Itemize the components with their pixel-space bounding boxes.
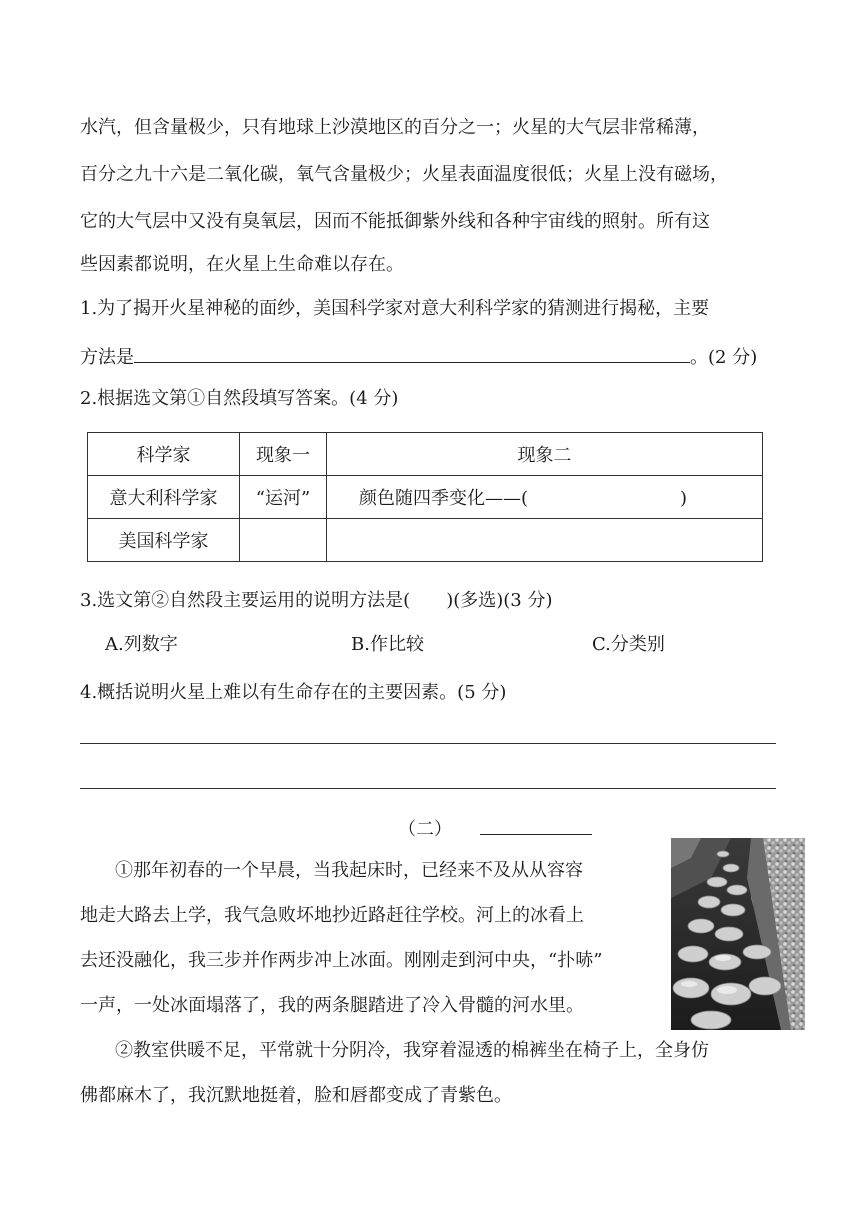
passage-line: 些因素都说明，在火星上生命难以存在。: [80, 254, 404, 275]
question-1-prefix: 方法是: [80, 347, 134, 368]
passage-line: 水汽，但含量极少，只有地球上沙漠地区的百分之一；火星的大气层非常稀薄，: [80, 117, 710, 138]
table-cell: 意大利科学家: [88, 476, 240, 519]
paragraph-line: ①那年初春的一个早晨，当我起床时，已经来不及从从容容: [115, 860, 583, 881]
question-2: 2.根据选文第①自然段填写答案。(4 分): [80, 388, 399, 409]
table-cell-blank[interactable]: [327, 519, 763, 562]
question-4: 4.概括说明火星上难以有生命存在的主要因素。(5 分): [80, 682, 507, 703]
close-paren: ): [680, 488, 688, 509]
option-a[interactable]: A.列数字: [105, 634, 178, 655]
question-1-answer-row: [80, 344, 757, 369]
answer-table: [87, 432, 763, 562]
paragraph-line: 地走大路去上学，我气急败坏地抄近路赶往学校。河上的冰看上: [80, 905, 584, 926]
answer-line[interactable]: [80, 788, 776, 789]
paragraph-line: 去还没融化，我三步并作两步冲上冰面。刚刚走到河中央，“扑哧”: [80, 950, 603, 971]
table-header-cell: 科学家: [88, 433, 240, 476]
table-cell: 美国科学家: [88, 519, 240, 562]
question-1-score: 。(2 分): [690, 347, 758, 368]
phenomenon-text: 颜色随四季变化——(: [359, 488, 529, 509]
table-row: [88, 519, 763, 562]
passage-line: 百分之九十六是二氧化碳，氧气含量极少；火星表面温度很低；火星上没有磁场，: [80, 164, 728, 185]
question-1-answer-blank[interactable]: [134, 344, 690, 363]
table-header-cell: 现象一: [240, 433, 327, 476]
table-header-row: [88, 433, 763, 476]
option-b[interactable]: B.作比较: [351, 634, 424, 655]
question-3: 3.选文第②自然段主要运用的说明方法是( )(多选)(3 分): [80, 590, 553, 611]
section-title-blank[interactable]: [480, 816, 592, 835]
paragraph-line: ②教室供暖不足，平常就十分阴冷，我穿着湿透的棉裤坐在椅子上，全身仿: [115, 1040, 709, 1061]
table-cell-blank[interactable]: [240, 519, 327, 562]
option-c[interactable]: C.分类别: [592, 634, 665, 655]
answer-line[interactable]: [80, 743, 776, 744]
question-1: 1.为了揭开火星神秘的面纱，美国科学家对意大利科学家的猜测进行揭秘，主要: [80, 298, 710, 319]
passage-line: 它的大气层中又没有臭氧层，因而不能抵御紫外线和各种宇宙线的照射。所有这: [80, 211, 710, 232]
paragraph-line: 佛都麻木了，我沉默地挺着，脸和唇都变成了青紫色。: [80, 1085, 512, 1106]
paragraph-line: 一声，一处冰面塌落了，我的两条腿踏进了冷入骨髓的河水里。: [80, 995, 584, 1016]
table-header-cell: 现象二: [327, 433, 763, 476]
table-cell: “运河”: [240, 476, 327, 519]
table-row: [88, 476, 763, 519]
section-2-heading: [398, 816, 592, 841]
section-number: （二）: [398, 819, 452, 840]
stepping-stones-river-photo-icon: [671, 838, 805, 1030]
table-cell[interactable]: [327, 476, 763, 519]
